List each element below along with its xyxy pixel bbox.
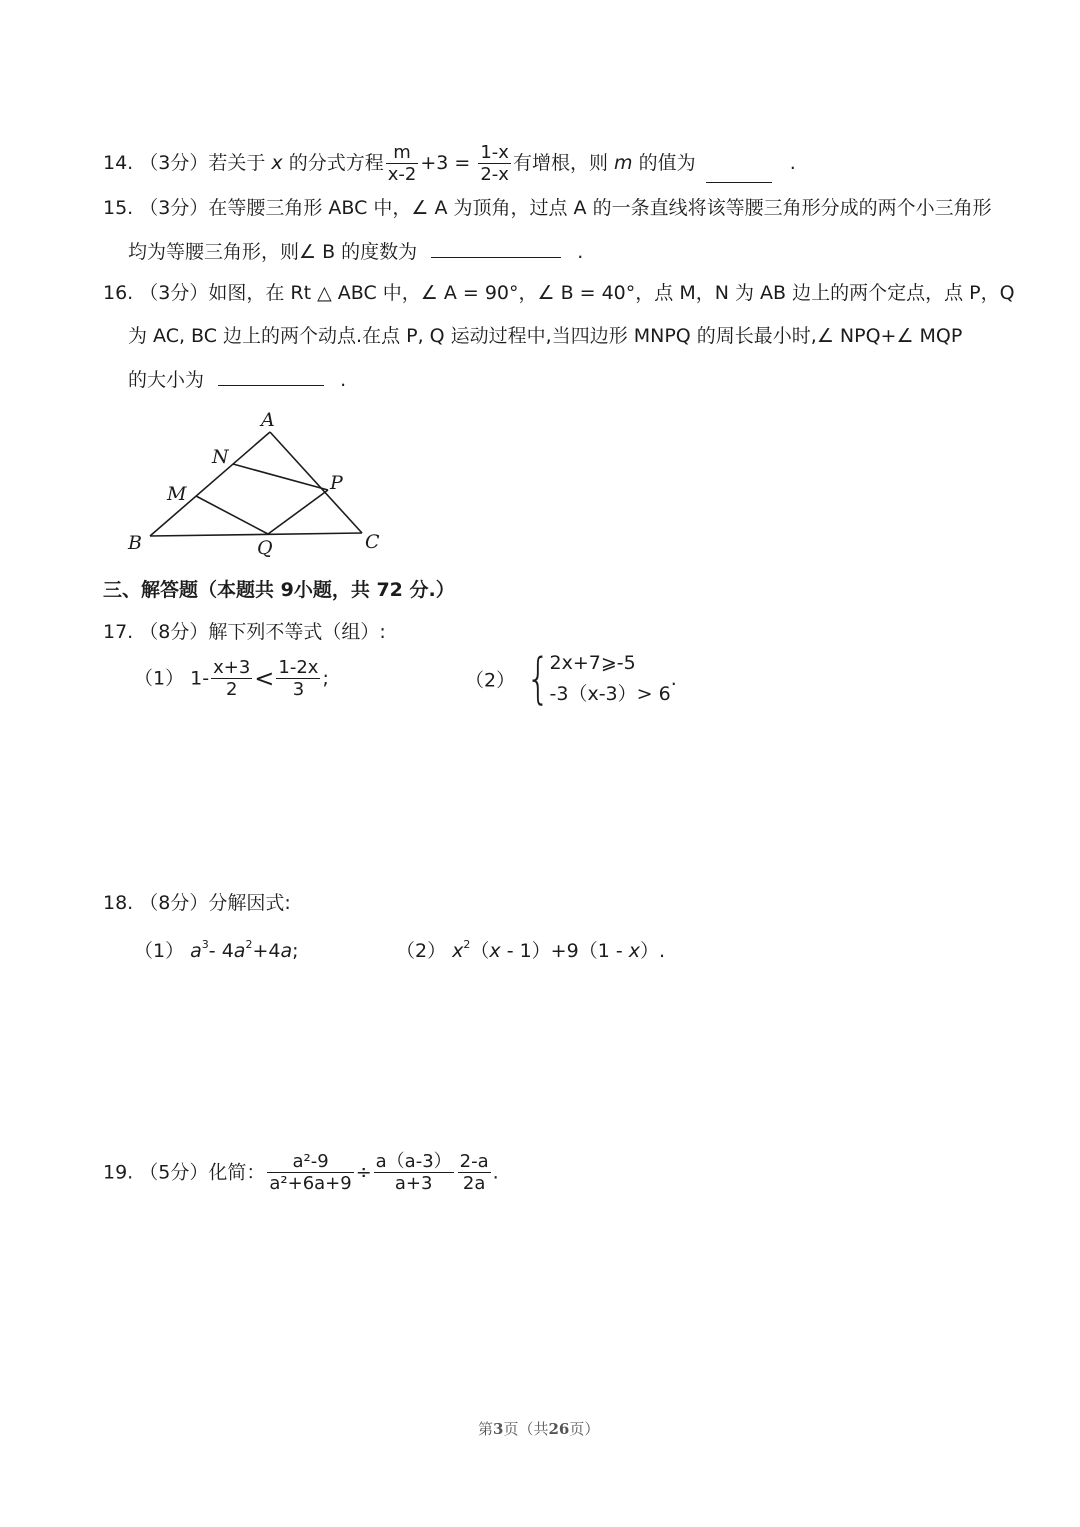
q19-score: （5分）	[139, 1161, 209, 1184]
section-heading	[103, 578, 455, 602]
question-18	[103, 891, 291, 915]
fraction-numerator: x+3	[213, 657, 251, 678]
footer-text: 页（共	[503, 1420, 549, 1438]
q17-part1-lead: 1-	[190, 667, 210, 690]
q14-var-x: x	[271, 152, 283, 174]
side-bc	[150, 533, 362, 536]
segment-np	[233, 464, 328, 490]
var-x: x	[489, 940, 501, 962]
q17-part2-end: .	[670, 668, 677, 690]
fraction-denominator: 2	[225, 679, 238, 700]
fraction-denominator: 2-x	[480, 164, 509, 185]
q17-fraction-2	[276, 657, 320, 700]
q14-score: （3分）	[139, 152, 209, 174]
q16-number: 16.	[103, 282, 134, 304]
label-n: N	[212, 446, 229, 468]
q19-prompt: 化简：	[208, 1161, 266, 1184]
fraction-numerator: 1-x	[480, 142, 509, 163]
q19-fraction-3	[458, 1151, 491, 1194]
footer-page-number: 3	[493, 1420, 504, 1438]
q17-part1-label: （1）	[134, 667, 185, 690]
q17-system	[550, 648, 671, 710]
q15-text-line2: 均为等腰三角形，则∠ B 的度数为	[128, 241, 418, 263]
triangle-figure	[120, 405, 390, 565]
segment-pq	[268, 490, 328, 534]
q19-period: .	[492, 1161, 499, 1184]
q14-var-m: m	[614, 152, 633, 174]
question-14	[103, 142, 796, 185]
q15-score: （3分）	[139, 197, 209, 219]
question-16-line2	[128, 324, 962, 348]
q19-divide: ÷	[355, 1161, 372, 1184]
exponent: 2	[463, 938, 471, 951]
q19-number: 19.	[103, 1161, 134, 1184]
q14-number: 14.	[103, 152, 134, 174]
q17-part1	[134, 657, 329, 700]
footer-total-pages: 26	[548, 1420, 570, 1438]
fraction-denominator: a+3	[394, 1173, 433, 1194]
q17-score: （8分）	[139, 621, 209, 643]
q17-part2	[465, 648, 677, 710]
fraction-numerator: a（a-3）	[375, 1151, 452, 1172]
q18-score: （8分）	[139, 892, 209, 914]
question-19	[103, 1151, 499, 1194]
q15-period: .	[577, 241, 584, 263]
label-q: Q	[257, 537, 273, 559]
fraction-denominator: a²+6a+9	[269, 1173, 352, 1194]
q18-part2	[396, 933, 665, 963]
var-a: a	[233, 940, 246, 962]
exponent: 3	[201, 938, 209, 951]
exponent: 2	[245, 938, 253, 951]
q18-prompt: 分解因式:	[208, 892, 291, 914]
q14-period: .	[789, 152, 796, 174]
fraction-numerator: m	[386, 142, 419, 164]
q15-number: 15.	[103, 197, 134, 219]
q18-number: 18.	[103, 892, 134, 914]
fraction-denominator: x-2	[387, 164, 417, 185]
left-brace-icon: {	[526, 647, 551, 710]
q17-prompt: 解下列不等式（组）:	[208, 621, 386, 643]
var-a: a	[280, 940, 293, 962]
answer-blank[interactable]	[706, 160, 772, 183]
q16-period: .	[340, 369, 347, 391]
q14-text: 有增根，则	[512, 152, 608, 174]
segment-mq	[196, 496, 268, 534]
question-17	[103, 620, 386, 644]
q18-part1-mid: - 4	[208, 940, 234, 962]
q17-system-eq1: 2x+7⩾-5	[549, 652, 636, 674]
fraction-numerator: 2-a	[459, 1151, 489, 1172]
fraction-denominator: 2a	[462, 1173, 486, 1194]
q16-text-line1: 如图，在 Rt △ ABC 中，∠ A = 90°，∠ B = 40°，点 M，N 为 AB 边上的两个定点，点 P，Q	[208, 282, 1015, 304]
label-b: B	[128, 532, 142, 554]
q19-fraction-2	[374, 1151, 454, 1194]
q19-fraction-1	[267, 1151, 353, 1194]
var-x: x	[452, 940, 464, 962]
q17-part2-label: （2）	[465, 669, 516, 692]
q14-text: 若关于	[208, 152, 266, 174]
q14-fraction-2	[478, 142, 511, 185]
q16-text-line3: 的大小为	[128, 369, 205, 391]
q16-score: （3分）	[139, 282, 209, 304]
page-footer	[478, 1418, 599, 1439]
q17-less-than: <	[254, 664, 275, 693]
q18-part1-tail: +4	[252, 940, 281, 962]
q17-number: 17.	[103, 621, 134, 643]
q18-part2-text: - 1）+9（1 -	[506, 940, 623, 962]
answer-blank[interactable]	[431, 239, 561, 258]
var-a: a	[190, 940, 202, 962]
q18-part2-text: ）.	[639, 940, 666, 962]
q14-fraction-1	[386, 142, 419, 185]
label-p: P	[330, 472, 343, 494]
label-c: C	[365, 531, 380, 553]
q17-system-eq2: -3（x-3）> 6	[549, 683, 671, 705]
q14-operator: +3 =	[420, 152, 471, 174]
q18-part2-text: （	[470, 940, 490, 962]
question-15-line2	[128, 239, 583, 264]
label-a: A	[261, 409, 275, 431]
q17-fraction-1	[211, 657, 252, 700]
question-15	[103, 196, 992, 220]
footer-text: 页）	[569, 1420, 600, 1438]
q18-part1	[134, 933, 299, 963]
q14-text: 的分式方程	[288, 152, 384, 174]
q15-text-line1: 在等腰三角形 ABC 中，∠ A 为顶角，过点 A 的一条直线将该等腰三角形分成的两个小三角形	[208, 197, 992, 219]
question-16-line3	[128, 367, 346, 392]
q16-text-line2: 为 AC, BC 边上的两个动点.在点 P, Q 运动过程中,当四边形 MNPQ 的周长最小时,∠ NPQ+∠ MQP	[128, 325, 963, 347]
section-heading-text: 三、解答题（本题共 9小题，共 72 分.）	[103, 579, 455, 601]
q14-text: 的值为	[638, 152, 696, 174]
label-m: M	[167, 483, 187, 505]
q18-part2-label: （2）	[396, 940, 447, 962]
question-16	[103, 281, 1015, 305]
var-x: x	[628, 940, 640, 962]
q17-part1-end: ;	[322, 667, 329, 690]
q18-part1-end: ;	[292, 940, 299, 962]
fraction-numerator: a²-9	[267, 1151, 353, 1173]
fraction-denominator: 3	[292, 679, 305, 700]
side-ac	[270, 432, 362, 533]
footer-text: 第	[478, 1420, 494, 1438]
fraction-numerator: 1-2x	[278, 657, 319, 678]
answer-blank[interactable]	[218, 367, 324, 386]
q18-part1-label: （1）	[134, 940, 185, 962]
